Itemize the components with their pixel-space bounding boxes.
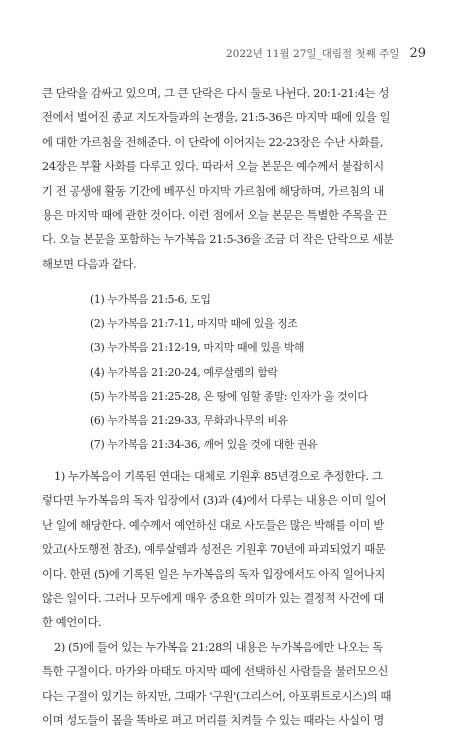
intro-paragraph bbox=[42, 82, 430, 277]
outline-item: (6) 누가복음 21:29-33, 무화과나무의 비유 bbox=[90, 414, 288, 428]
intro-line: 다. 오늘 본문을 포함하는 누가복음 21:5-36을 조금 더 작은 단락으로 세분 bbox=[42, 233, 394, 247]
outline-item: (7) 누가복음 21:34-36, 깨어 있을 것에 대한 권유 bbox=[90, 438, 318, 452]
discussion-line: 이며 성도들이 몸을 똑바로 펴고 머리를 치켜들 수 있는 때라는 사실이 명 bbox=[42, 713, 384, 727]
intro-line: 해보면 다음과 같다. bbox=[42, 257, 137, 271]
discussion-line: 1) 누가복음이 기록된 연대는 대체로 기원후 85년경으로 추정한다. 그 bbox=[54, 470, 383, 483]
intro-line: 큰 단락을 감싸고 있으며, 그 큰 단락은 다시 둘로 나뉜다. 20:1-21:4는 성 bbox=[42, 87, 390, 100]
discussion-line: 다는 구절이 있기는 하지만, 그때가 '구원'(그리스어, 아포뤼트로시스)의 때 bbox=[42, 689, 392, 703]
outline-item: (2) 누가복음 21:7-11, 마지막 때에 있을 징조 bbox=[90, 317, 298, 331]
outline-item: (3) 누가복음 21:12-19, 마지막 때에 있을 박해 bbox=[90, 341, 305, 355]
discussion-line: 2) (5)에 들어 있는 누가복음 21:28의 내용은 누가복음에만 나오는 독 bbox=[54, 640, 383, 654]
outline-item: (1) 누가복음 21:5-6, 도입 bbox=[90, 293, 211, 306]
discussion-line: 난 일에 해당한다. 예수께서 예언하신 대로 사도들은 많은 박해를 이미 받 bbox=[42, 518, 384, 532]
discussion-line: 이다. 한편 (5)에 기록된 일은 누가복음의 독자 입장에서도 아직 일어나지 bbox=[42, 567, 386, 581]
discussion-line: 한 예언이다. bbox=[42, 616, 102, 630]
running-header bbox=[226, 46, 426, 61]
intro-line: 전에서 벌어진 종교 지도자들과의 논쟁을, 21:5-36은 마지막 때에 있을 일 bbox=[42, 111, 391, 125]
outline-item: (5) 누가복음 21:25-28, 온 땅에 임할 종말: 인자가 올 것이다 bbox=[90, 389, 368, 403]
intro-line: 용은 마지막 때에 관한 것이다. 이런 점에서 오늘 본문은 특별한 주목을 끈 bbox=[42, 208, 388, 222]
discussion-line: 특한 구절이다. 마가와 마태도 마지막 때에 선택하신 사람들을 불러모으신 bbox=[42, 665, 389, 679]
intro-line: 24장은 부활 사화를 다루고 있다. 따라서 오늘 본문은 예수께서 붙잡히시 bbox=[42, 160, 384, 174]
discussion-line: 았고(사도행전 참조), 예루살렘과 성전은 기원후 70년에 파괴되었기 때문 bbox=[42, 543, 386, 557]
discussion-paragraphs bbox=[42, 465, 430, 733]
discussion-line: 렇다면 누가복음의 독자 입장에서 (3)과 (4)에서 다루는 내용은 이미 일어 bbox=[42, 494, 387, 508]
page-number: 29 bbox=[409, 46, 426, 61]
running-title: 2022년 11월 27일_대림절 첫째 주일 bbox=[225, 48, 400, 60]
discussion-line: 않은 일이다. 그러나 모두에게 매우 중요한 의미가 있는 결정적 사건에 대 bbox=[42, 591, 384, 605]
intro-line: 에 대한 가르침을 전해준다. 이 단락에 이어지는 22-23장은 수난 사화를, bbox=[42, 135, 384, 149]
outline-item: (4) 누가복음 21:20-24, 예루살렘의 함락 bbox=[90, 365, 278, 379]
outline-list bbox=[90, 288, 430, 457]
intro-line: 기 전 공생애 활동 기간에 베푸신 마지막 가르침에 해당하며, 가르침의 내 bbox=[42, 184, 384, 198]
